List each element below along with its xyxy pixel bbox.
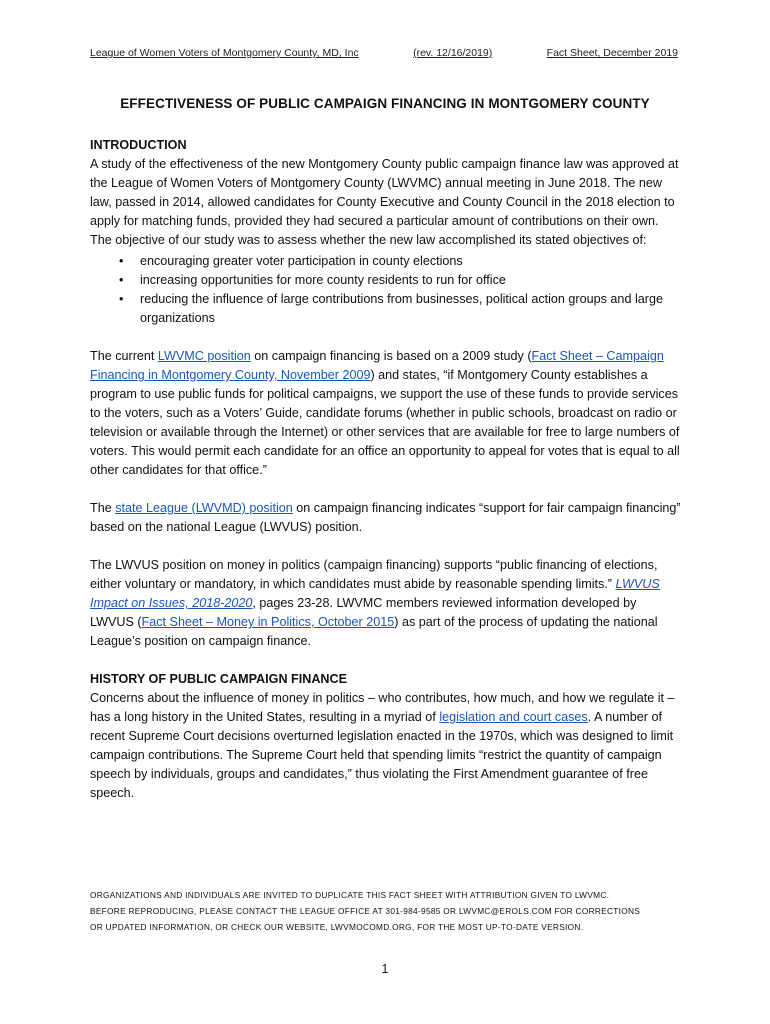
header-sheet-date: Fact Sheet, December 2019 <box>546 47 678 59</box>
objectives-list <box>90 252 682 328</box>
footer-notice <box>90 887 690 935</box>
running-header <box>90 47 678 59</box>
impact-on-issues-link[interactable]: LWVUS Impact on Issues, 2018-2020 <box>90 577 660 610</box>
list-item: • reducing the influence of large contributions from businesses, political action groups and large organizations <box>140 290 682 328</box>
header-org: League of Women Voters of Montgomery County, MD, Inc <box>90 47 359 59</box>
header-revision: (rev. 12/16/2019) <box>413 47 493 59</box>
fact-sheet-2009-link[interactable]: Fact Sheet – Campaign Financing in Montgomery County, November 2009 <box>90 349 664 382</box>
history-paragraph: Concerns about the influence of money in politics – who contributes, how much, and how we regulate it – has a long history in the United States, resulting in a myriad of legislation and court cases. A number of recent Supreme Court decisions overturned legislation enacted in the 1970s, which was designed to limit campaign contributions. The Supreme Court held that spending limits “restrict the quantity of campaign speech by individuals, groups and candidates,” thus violating the First Amendment guarantee of free speech. <box>90 691 675 800</box>
intro-paragraph: A study of the effectiveness of the new Montgomery County public campaign finance law was approved at the League of Women Voters of Montgomery County (LWVMC) annual meeting in June 2018. The new law, passed in 2014, allowed candidates for County Executive and County Council in the 2018 election to apply for matching funds, provided they had secured a particular amount of contributions on their own. The objective of our study was to assess whether the new law accomplished its stated objectives of: <box>90 157 679 247</box>
footer-line: OR UPDATED INFORMATION, OR CHECK OUR WEBSITE, LWVMOCOMD.ORG, FOR THE MOST UP-TO-DATE VERSION. <box>90 922 584 932</box>
footer-line: ORGANIZATIONS AND INDIVIDUALS ARE INVITED TO DUPLICATE THIS FACT SHEET WITH ATTRIBUTION GIVEN TO LWVMC. <box>90 890 610 900</box>
list-item: • increasing opportunities for more county residents to run for office <box>140 271 682 290</box>
legislation-court-cases-link[interactable]: legislation and court cases <box>439 710 588 724</box>
state-league-position-link[interactable]: state League (LWVMD) position <box>115 501 293 515</box>
main-content <box>90 136 682 803</box>
state-league-paragraph: The state League (LWVMD) position on campaign financing indicates “support for fair campaign financing” based on the national League (LWVUS) position. <box>90 501 681 534</box>
page-number: 1 <box>381 962 389 976</box>
history-heading: HISTORY OF PUBLIC CAMPAIGN FINANCE <box>90 672 348 686</box>
lwvmc-position-paragraph: The current LWVMC position on campaign financing is based on a 2009 study (Fact Sheet – Campaign Financing in Montgomery County, November 2009) and states, “if Montgomery County establishes a program to use public funds for political campaigns, we support the use of these funds to provide services to the voters, such as a Voters’ Guide, candidate forums (whether in public schools, broadcast on radio or television or available through the Internet) or other services that are available for free to large numbers of voters. This would permit each candidate for an office an opportunity to appeal for votes that is equal to all other candidates for that office.” <box>90 349 680 477</box>
intro-heading: INTRODUCTION <box>90 138 187 152</box>
footer-line: BEFORE REPRODUCING, PLEASE CONTACT THE LEAGUE OFFICE AT 301-984-9585 OR LWVMC@EROLS.COM FOR CORRECTIONS <box>90 906 641 916</box>
fact-sheet-2015-link[interactable]: Fact Sheet – Money in Politics, October 2015 <box>141 615 395 629</box>
list-item: • encouraging greater voter participation in county elections <box>140 252 682 271</box>
page-title: EFFECTIVENESS OF PUBLIC CAMPAIGN FINANCING IN MONTGOMERY COUNTY <box>120 96 650 111</box>
lwvus-position-paragraph: The LWVUS position on money in politics (campaign financing) supports “public financing of elections, either voluntary or mandatory, in which candidates must abide by reasonable spending limits.” LWVUS Impact on Issues, 2018-2020, pages 23-28. LWVMC members reviewed information developed by LWVUS (Fact Sheet – Money in Politics, October 2015) as part of the process of updating the national League’s position on campaign finance. <box>90 558 660 648</box>
lwvmc-position-link[interactable]: LWVMC position <box>157 349 251 363</box>
